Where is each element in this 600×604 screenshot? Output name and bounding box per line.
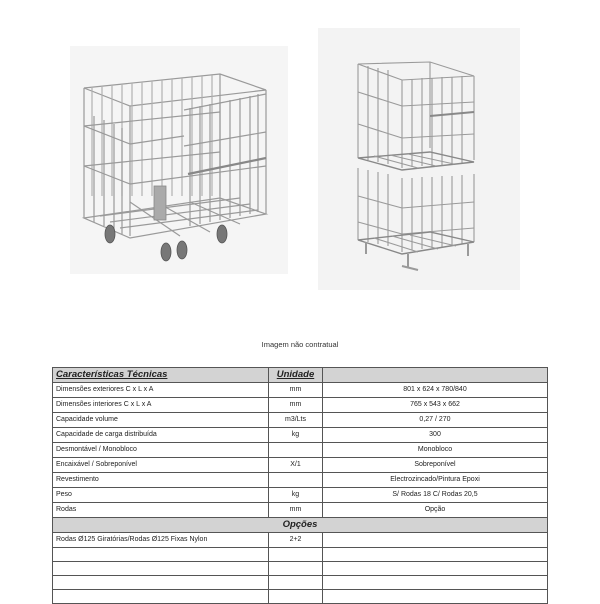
row-value: Electrozincado/Pintura Epoxi bbox=[323, 473, 548, 488]
table-row bbox=[53, 590, 548, 604]
option-label bbox=[53, 576, 269, 590]
row-label: Dimensões exteriores C x L x A bbox=[53, 383, 269, 398]
option-label: Rodas Ø125 Giratórias/Rodas Ø125 Fixas Nylon bbox=[53, 533, 269, 548]
table-row bbox=[53, 503, 548, 518]
options-section-header bbox=[53, 518, 548, 533]
row-label: Capacidade de carga distribuída bbox=[53, 428, 269, 443]
option-unit bbox=[269, 576, 323, 590]
row-label: Capacidade volume bbox=[53, 413, 269, 428]
table-row bbox=[53, 428, 548, 443]
option-unit bbox=[269, 562, 323, 576]
row-value: 765 x 543 x 662 bbox=[323, 398, 548, 413]
row-unit bbox=[269, 473, 323, 488]
option-value bbox=[323, 562, 548, 576]
table-row bbox=[53, 443, 548, 458]
row-value: 0,27 / 270 bbox=[323, 413, 548, 428]
table-row bbox=[53, 398, 548, 413]
table-row bbox=[53, 488, 548, 503]
row-unit: kg bbox=[269, 428, 323, 443]
table-row bbox=[53, 548, 548, 562]
row-value: 300 bbox=[323, 428, 548, 443]
row-value: 801 x 624 x 780/840 bbox=[323, 383, 548, 398]
option-value bbox=[323, 590, 548, 604]
row-label: Revestimento bbox=[53, 473, 269, 488]
option-label bbox=[53, 562, 269, 576]
option-unit bbox=[269, 548, 323, 562]
table-row bbox=[53, 533, 548, 548]
row-unit: mm bbox=[269, 383, 323, 398]
row-unit: mm bbox=[269, 503, 323, 518]
option-label bbox=[53, 590, 269, 604]
row-unit: m3/Lts bbox=[269, 413, 323, 428]
option-value bbox=[323, 576, 548, 590]
row-value: Opção bbox=[323, 503, 548, 518]
table-row bbox=[53, 413, 548, 428]
row-unit: X/1 bbox=[269, 458, 323, 473]
option-label bbox=[53, 548, 269, 562]
row-label: Desmontável / Monobloco bbox=[53, 443, 269, 458]
table-row bbox=[53, 562, 548, 576]
row-unit: mm bbox=[269, 398, 323, 413]
wheeled-cage-illustration bbox=[70, 46, 288, 274]
row-unit bbox=[269, 443, 323, 458]
row-label: Dimensões interiores C x L x A bbox=[53, 398, 269, 413]
option-value bbox=[323, 548, 548, 562]
header-value bbox=[323, 368, 548, 383]
header-unit: Unidade bbox=[269, 368, 323, 383]
image-disclaimer: Imagem não contratual bbox=[261, 340, 339, 349]
row-value: S/ Rodas 18 C/ Rodas 20,5 bbox=[323, 488, 548, 503]
row-label: Encaixável / Sobreponível bbox=[53, 458, 269, 473]
row-value: Sobreponível bbox=[323, 458, 548, 473]
table-row bbox=[53, 458, 548, 473]
row-value: Monobloco bbox=[323, 443, 548, 458]
header-characteristics: Características Técnicas bbox=[53, 368, 269, 383]
product-image-stacked-cages bbox=[318, 28, 520, 290]
option-value bbox=[323, 533, 548, 548]
table-header-row bbox=[53, 368, 548, 383]
stacked-cages-illustration bbox=[318, 28, 520, 290]
table-row bbox=[53, 473, 548, 488]
product-image-wheeled-cage bbox=[70, 46, 288, 274]
row-label: Rodas bbox=[53, 503, 269, 518]
option-unit: 2+2 bbox=[269, 533, 323, 548]
row-label: Peso bbox=[53, 488, 269, 503]
table-row bbox=[53, 383, 548, 398]
options-title: Opções bbox=[53, 518, 548, 533]
option-unit bbox=[269, 590, 323, 604]
table-row bbox=[53, 576, 548, 590]
row-unit: kg bbox=[269, 488, 323, 503]
technical-specifications-table bbox=[52, 367, 548, 604]
